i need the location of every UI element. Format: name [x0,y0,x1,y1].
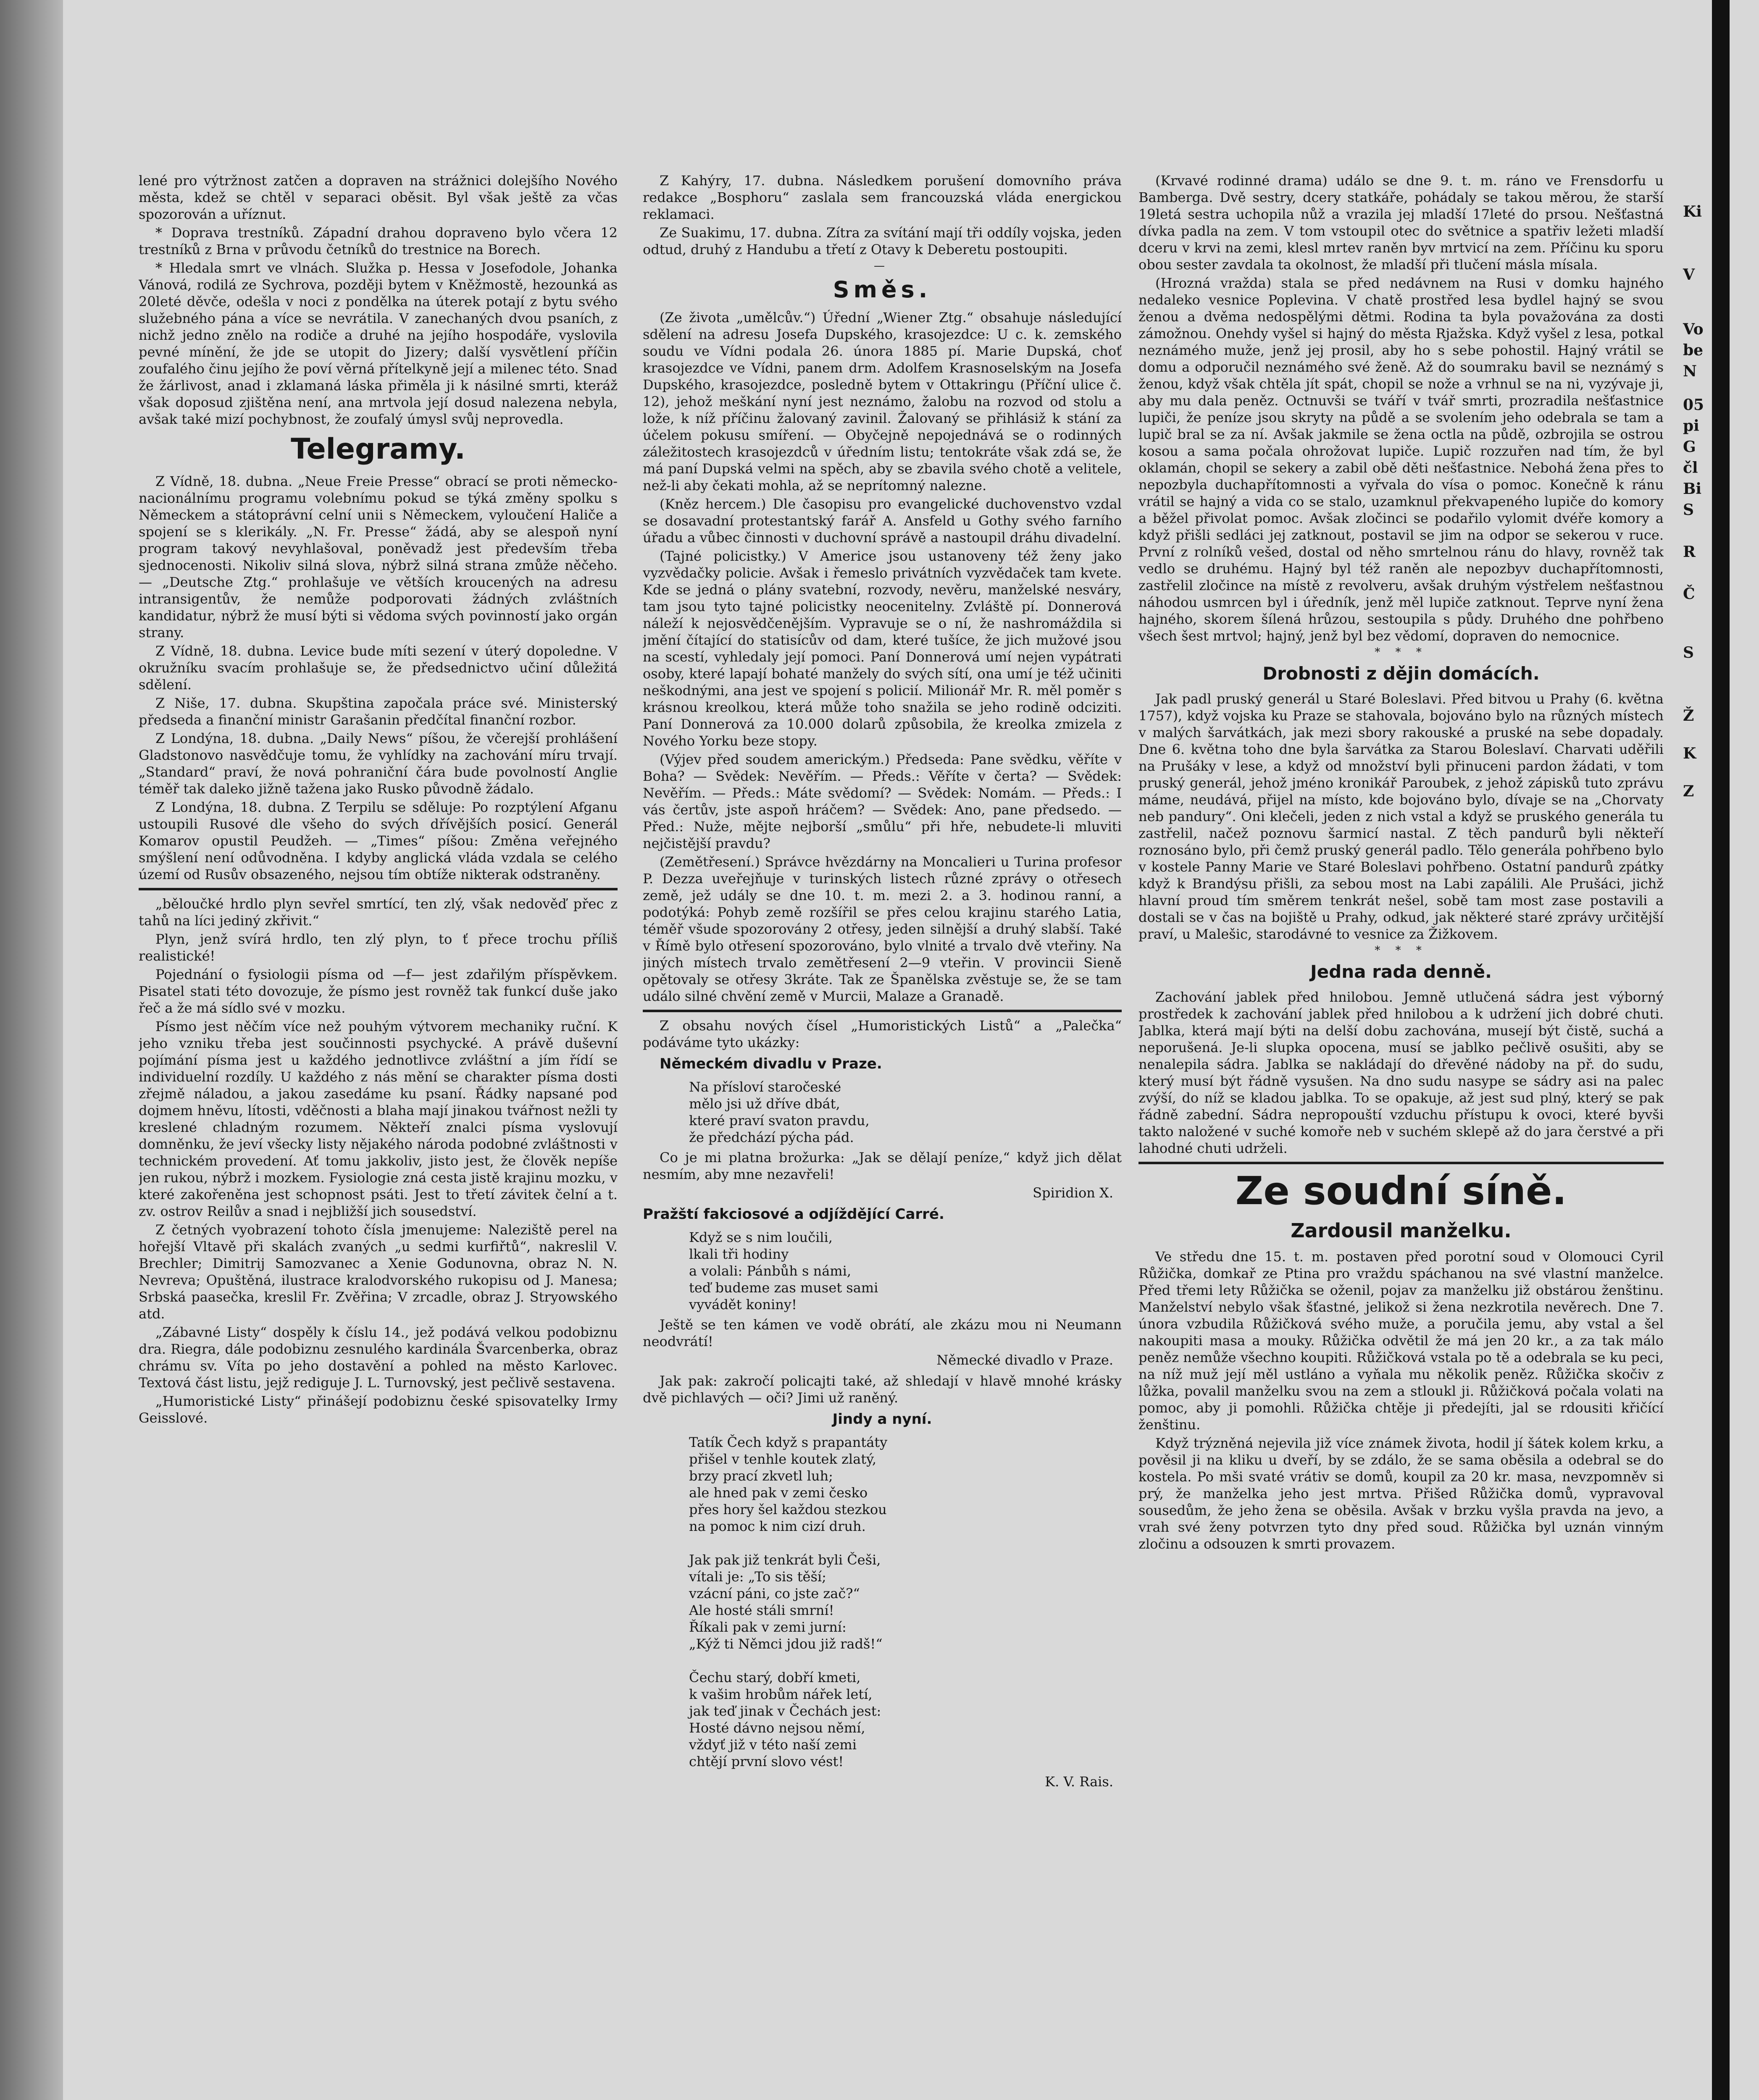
section-ornament: * * * [1375,944,1428,957]
telegram-nis: Z Niše, 17. dubna. Skupština započala práce své. Ministerský předseda a finanční ministr Garašanin předčítal finanční rozbor. [139,695,618,728]
smes-vyjev-pred-soudem: (Výjev před soudem americkým.) Předseda: Pane svědku, věříte v Boha? — Svědek: Nevěřím. — Předs.: Věříte v čerta? — Svědek: Nevěřím. — Předs.: Máte svědomí? — Svědek: Nomám. — Předs.: I vás čertův, jste aspoň hráčem? — Svědek: Ano, pane předsedo. — Před.: Nuže, mějte nejborší „smůlu“ při hře, nebudete-li mluviti nejčistější pravdu? [643,751,1122,851]
article-soud-2: Když trýzněná nejevila již více známek života, hodil jí šátek kolem krku, a pověsil ji na kliku u dveří, by se zdálo, že se sama oběsila a odebral se do kostela. Po mši svaté vrátiv se domů, koupil za 20 kr. masa, nevzpomněv si prý, že manželka jeho jest mrtva. Přišed Růžička domů, vypravoval sousedům, že jeho žena se oběsila. Avšak v brzku vyšla pravda na jevo, a vrah své ženy potvrzen tyto dny před soud. Růžička byl uznán vinným zločinu a odsouzen k smrti provazem. [1138,1435,1664,1552]
verse-line: Tatík Čech když s prapantáty [689,1434,888,1450]
review-plyn: Plyn, jenž svírá hrdlo, ten zlý plyn, to ť přece trochu příliš realistické! [139,931,618,964]
telegram-viden-2: Z Vídně, 18. dubna. Levice bude míti sezení v úterý dopoledne. V okružníku svacím prohlašuje se, že předsednictvo učiní důležitá sdělení. [139,643,618,693]
fragment-text: Č [1683,585,1695,603]
fragment-text: Z [1683,782,1694,800]
verse-line [689,1652,1122,1669]
binding-gutter [0,0,63,2100]
fragment-text: V [1683,266,1695,284]
verse-line: brzy prací zkvetl luh; [689,1468,833,1484]
review-quote: „běloučké hrdlo plyn sevřel smrtící, ten zlý, však nedověď přec z tahů na líci jediný zkřivit.“ [139,896,618,929]
verse-line: chtějí první slovo vést! [689,1754,844,1769]
verse-line: mělo jsi už dříve dbát, [689,1096,840,1112]
verse-line: k vašim hrobům nářek letí, [689,1686,873,1702]
section-ornament: * * * [1375,646,1428,659]
verse-line: lkali tři hodiny [689,1246,789,1262]
smes-tajne-policistky: (Tajné policistky.) V Americe jsou ustanoveny též ženy jako vyzvědačky policie. Avšak i řemeslo privátních vyzvědaček tam kvete. Kde se jedná o plány svatební, rozvody, nevěru, manželské nesváry, tam jsou tyto tajné policistky neocenitelny. Zvláště pí. Donnerová náleží k nejosvědčenějším. Vypravuje se o ní, že nashromáždila si jmění čítající do statisícův od dam, které tušíce, že jich mužové jsou na scestí, vyhledaly její pomoci. Paní Donnerová umí nejen vypátrati osoby, které lapají bohaté manžely do svých sítí, ona umí je též učiniti neškodnými, ana jest ve spojení s policií. Milionář Mr. R. měl poměr s krásnou kreolkou, která může toho snažila se jeho rodině odciziti. Paní Donnerová za 10.000 dolarů způsobila, že kreolka zmizela z Nového Yorku beze stopy. [643,548,1122,749]
article-doprava-trestniku: * Doprava trestníků. Západní drahou dopraveno bylo včera 12 trestníků z Brna v průvodu četníků do trestnice na Borech. [139,225,618,257]
heading-smes: Směs. [833,276,932,303]
telegram-suakim: Ze Suakimu, 17. dubna. Zítra za svítání mají tři oddíly vojska, jeden odtud, druhý z Handubu a třetí z Otavy k Deberetu postoupiti. [643,225,1122,257]
smes-knez-hercem: (Kněz hercem.) Dle časopisu pro evangelické duchovenstvo vzdal se dosavadní protestantský farář A. Ansfeld u Gothy svého farního úřadu a vůbec činnosti v duchovní správě a nastoupil dráhu divadelní. [643,496,1122,546]
article-soud-1: Ve středu dne 15. t. m. postaven před porotní soud v Olomouci Cyril Růžička, domkař ze Ptina pro vraždu spáchanou na své vlastní manželce. Před třemi lety Růžička se oženil, pojav za manželku již obstárou ženštinu. Manželství nebylo však šťastné, jelikož si žena nezkrotila nevěrech. Dne 7. února vzbudila Růžičková svého muže, a poručila jemu, aby vstal a šel nakoupiti masa a mouky. Růžička odvětil že má jen 20 kr., a za tak málo peněz nemůže všechno koupiti. Růžičková vstala po tě a odebrala se ku peci, na níž muž její měl ustláno a vyňala mu několik peněz. Růžička skočiv z lůžka, povalil manželku svou na zem a stloukl ji. Růžičková počala volati na pomoc, aby ji pomohli. Růžička chtěje ji předejíti, jal se rdousiti křičící ženštinu. [1138,1249,1664,1433]
verse-line: „Kýž ti Němci jdou již radš!“ [689,1636,883,1652]
fragment-text: 05 [1683,396,1704,414]
article-pruský-general: Jak padl pruský generál u Staré Boleslavi. Před bitvou u Prahy (6. května 1757), když vojska ku Praze se stahovala, bojováno bylo na různých místech v malých šarvátkách, jak mezi sbory rakouské a pruské na sebe dopadaly. Dne 6. května toho dne byla šarvátka za Starou Boleslaví. Charvati uděřili na Prušáky v lese, a když od množství byli přinuceni pardon žádati, v tom pruský generál, jehož jméno kronikář Paroubek, z jehož zápisků tuto zprávu máme, neudává, přijel na místo, kde bojováno bylo, dívaje se na „Chorvaty neb pandury“. Oni klečeli, jeden z nich vstal a když se pruského generála tu zastřelil, načež poznovu šarmicí nastal. Z těch pandurů byli někteří roznosáno bylo, při čemž pruský generál padlo. Tělo generála pohřbeno bylo v kostele Panny Marie ve Staré Boleslavi pohřbeno. Ostatní pandurů zpátky když k Brandýsu přišli, za sebou most na Labi zapálili. Ale Prušáci, jichž hlavní proud tím směrem tenkrát nešel, sobě tam most zase postavili a dostali se v čas na bojiště u Prahy, odkud, jak některé staré zprávy určitější praví, u Malešic, starodávné to vesnice za Žižkovem. [1138,691,1664,942]
scan-edge-shadow [1712,0,1730,2100]
column-3 [1138,172,1664,2079]
review-vyobrazeni: Z četných vyobrazení tohoto čísla jmenujeme: Naleziště perel na hořejší Vltavě při skalách zvaných „u sedmi kurfiřtů“, nakreslil V. Brechler; Dimitrij Samozvanec a Xenie Godunovna, obraz N. N. Nevreva; Opuštěná, ilustrace kralodvorského rukopisu od J. Manesa; Srbská paasečka, kreslil Fr. Zvěřina; V zrcadle, obraz J. Stryowského atd. [139,1222,618,1322]
telegram-viden-1: Z Vídně, 18. dubna. „Neue Freie Presse“ obrací se proti německo-nacionálnímu programu volebnímu pokud se týká změny spolku s Německem a státoprávní celní unii s Německem, vyloučení Haliče a spojení se s klerikály. „N. Fr. Presse“ žádá, aby se alespoň nyní program takový nevyhlašoval, poněvadž jest především třeba sjednocenosti. Nikoliv silná slova, nýbrž silná strana zmůže něčeho. — „Deutsche Ztg.“ prohlašuje ve větších kroucených na adresu intransigentův, že nemůže podporovati žádných zvláštních kandidatur, nýbrž že musí býti si vědoma svých povinností jako orgán strany. [139,473,618,640]
verse-line: jak teď jinak v Čechách jest: [689,1703,881,1719]
review-fysiologie-pisma: Pojednání o fysiologii písma od —f— jest zdařilým příspěvkem. Pisatel stati této dovozuje, že písmo jest rovněž tak funkcí duše jako řeč a že má sídlo své v mozku. [139,966,618,1016]
fragment-text: be [1683,341,1704,359]
verse-line: že předchází pýcha pád. [689,1129,854,1145]
review-pismo: Písmo jest něčím více než pouhým výtvorem mechaniky ruční. K jeho vzniku třeba jest součinnosti psychycké. A právě duševní pojímání písma jest u každého jednotlivce zvláštní a jím řídí se individuelní rozdíly. U každého z nás mění se charakter písma dosti zřejmě náladou, a jakou zasedáme ku psaní. Řádky napsané pod dojmem hněvu, lítosti, vděčnosti a blaha mají jinakou tvářnost nežli ty kreslené chladným rozumem. Někteří znalci písma vyslovují domněnku, že jeví všecky listy nějakého národa podobné zvláštnosti v technickém provedení. Ať tomu jakkoliv, jisto jest, že člověk nepíše jen rukou, nýbrž i mozkem. Fysiologie zná cesta jistě krajinu mozku, v které zakořeněna jest schopnost psáti. Jest to třetí závitek čelní a t. zv. ostrov Reilův a snad i nejbližší jich sousedství. [139,1018,618,1219]
verse-line: na pomoc k nim cizí druh. [689,1518,866,1534]
column-2 [643,172,1122,2100]
humor-policajti: Jak pak: zakročí policajti také, až shledají v hlavě mnohé krásky dvě pichlavých — oči? Jimi už raněný. [643,1373,1122,1406]
poem-1-title: Německém divadlu v Praze. [660,1055,882,1072]
signature-rais: K. V. Rais. [1045,1774,1113,1790]
poem-3-title: Jindy a nyní. [832,1411,932,1428]
fragment-text: G [1683,438,1696,456]
fragment-text: N [1683,362,1697,380]
fragment-text: K [1683,745,1696,762]
fragment-text: Ki [1683,203,1702,220]
verse-line [689,1535,1122,1551]
review-humoristicke-listy: „Humoristické Listy“ přinášejí podobiznu české spisovatelky Irmy Geisslové. [139,1393,618,1426]
telegram-kahyra: Z Kahýry, 17. dubna. Následkem porušení domovního práva redakce „Bosphoru“ zaslala sem francouzská vláda energickou reklamaci. [643,173,1122,222]
fragment-text: Vo [1683,320,1704,338]
article-hledala-smrt: * Hledala smrt ve vlnách. Služka p. Hessa v Josefodole, Johanka Vánová, rodilá ze Sychrova, později bytem v Kněžmostě, hezounká as 20leté děvče, odešla v noci z pondělka na úterek potají z bytu svého služebného pána a více se nevrátila. V zanechaných dvou psaních, z nichž jedno znělo na rodiče a druhé na jejího hospodáře, vyslovila pevné mínění, že jde se utopit do Jizery; další vysvětlení příčin zoufalého činu jejího že poví věrná přítelkyně její a milenec této. Snad že žárlivost, anad i zklamaná láska přiměla ji k násilné smrti, kteráž však doposud zjištěna není, ana mrtvola její dosud nalezena nebyla, avšak také mizí pochybnost, že zoufalý úmysl svůj neprovedla. [139,260,618,427]
fragment-text: S [1683,644,1694,662]
humor-brozurka: Co je mi platna brožurka: „Jak se dělají peníze,“ když jich dělat nesmím, aby mne nezavřeli! [643,1150,1122,1182]
signature-nemecke-divadlo: Německé divadlo v Praze. [936,1352,1113,1368]
subheading-zardousil: Zardousil manželku. [1291,1219,1512,1242]
fragment-text: čl [1683,459,1698,477]
verse-line: Když se s nim loučili, [689,1229,833,1245]
verse-line: Říkali pak v zemi jurní: [689,1619,847,1635]
verse-line: které praví svaton pravdu, [689,1113,870,1129]
fragment-text: S [1683,501,1694,519]
smes-zemetreseni: (Zemětřesení.) Správce hvězdárny na Moncalieri u Turina profesor P. Dezza uveřejňuje v turinských listech různé zprávy o otřesech země, jež udály se dne 10. t. m. mezi 2. a 3. hodinou ranní, a podotýká: Pohyb země rozšířil se přes celou krajinu starého Latia, téměř všude spozorovány 2 otřesy, jeden silnější a druhý slabší. Také v Římě bylo otřesení spozorováno, bylo vlnité a trvalo dvě vteřiny. Na jiných místech trvalo zemětřesení 2—9 vteřin. V provincii Sieně opětovaly se otřesy 3kráte. Tak ze Španělska zvěstuje se, že se tam událo silné chvění země v Murcii, Malaze a Granadě. [643,854,1122,1004]
poem-1 [689,1079,1122,1146]
column-1 [139,172,618,2100]
verse-line: vzácní páni, co jste zač?“ [689,1586,860,1601]
smes-ze-zivota-umelcu: (Ze života „umělcův.“) Úřední „Wiener Ztg.“ obsahuje následující sdělení na adresu Josefa Dupského, krasojezdce: U c. k. zemského soudu ve Vídni podala 26. února 1885 pí. Marie Dupská, choť krasojezdce ve Vídni, panem drm. Adolfem Krasnoselským na Josefa Dupského, krasojezdce, posledně bytem v Ottakringu (Příční ulice č. 12), jehož meškání nyní jest neznámo, žalobu na rozvod od stolu a lože, k níž příčinu žalovaný zavinil. Žalovaný se přihlásiž k stání za účelem pokusu smíření. — Obyčejně nepojednává se o rodinných záležitostech krasojezdců v úředním listu; tentokráte však zdá se, že má paní Dupská velmi na spěch, aby se zbavila svého chotě a velitele, než-li aby čekati mohla, až se neprítomný nalezne. [643,310,1122,494]
poem-2 [689,1229,1122,1313]
verse-line: vyvádět koniny! [689,1297,797,1312]
heading-ze-soudni-sine: Ze soudní síně. [1235,1168,1567,1213]
review-zabavne-listy: „Zábavné Listy“ dospěly k číslu 14., jež podává velkou podobiznu dra. Riegra, dále podobiznu zesnulého kardinála Švarcenberka, obraz chrámu sv. Víta po jeho dostavění a pohled na město Karlovec. Textová část listu, jejž rediguje J. L. Turnovský, jest pečlivě sestavena. [139,1324,618,1391]
verse-line: Ale hosté stáli smrní! [689,1602,834,1618]
verse-line: teď budeme zas muset sami [689,1280,878,1296]
telegram-londyn-2: Z Londýna, 18. dubna. Z Terpilu se sděluje: Po rozptýlení Afganu ustoupili Rusové dle všeho do svých dřívějších posicí. Generál Komarov opustil Peudžeh. — „Times“ píšou: Změna veřejného smýšlení není odůvodněna. I kdyby anglická vláda vzdala se celého území od Rusův obsazeného, nejsou tím obtíže nikterak odstraněny. [139,799,618,882]
heading-drobnosti: Drobnosti z dějin domácích. [1262,663,1540,684]
verse-line: Hosté dávno nejsou němí, [689,1720,865,1736]
poem-2-title: Pražští fakciosové a odjíždějící Carré. [643,1206,944,1223]
verse-line: a volali: Pánbůh s námi, [689,1263,852,1279]
verse-line: Jak pak již tenkrát byli Češi, [689,1552,881,1568]
column-divider-rule [643,1010,1122,1012]
verse-line: přes hory šel každou stezkou [689,1502,887,1517]
signature-spiridion: Spiridion X. [1033,1185,1113,1201]
article-hrozna-vrazda: (Hrozná vražda) stala se před nedávnem na Rusi v domku hajného nedaleko vesnice Poplevina. V chatě prostřed lesa bydlel hajný se svou ženou a dvěma nedospělými dětmi. Rodina ta byla považována za dosti zámožnou. Onehdy vyšel si hajný do města Rjažska. Když vyšel z lesa, potkal neznámého muže, jenž jej prosil, aby ho s sebe pohostil. Hajný vrátil se domu a odporučil neznámého své ženě. Až do soumraku bavil se neznámý s ženou, když však chtěla jít spát, chopil se nože a vrhnul se na ni, vyzývaje ji, aby mu dala peněz. Octnuvši se tváří v tvář smrti, prozradila nešťastnice lupiči, že peníze jsou skryty na půdě a se svolením jeho odebrala se tam a lupič bral se za ní. Avšak jakmile se žena octla na půdě, ozbrojila se ostrou kosou a sama počala ohrožovat lupiče. Lupič rozzuřen nad tím, že byl oklamán, chopil se sekery a zabil obě děti nešťastnice. Nebohá žena přes to nepozbyla duchapřítomnosti a vyřvala do vísa o pomoc. Konečně k ránu vrátil se hajný a vida co se stalo, uzamknul překvapeného lupiče do komory a běžel přivolat pomoc. Avšak zločinci se podařilo vylomit dvéře komory a když přišli sedláci jej zatknout, postavil se jim na odpor se sekerou v ruce. První z rolníků vešed, dostal od něho smrtelnou ránu do hlavy, rovněž tak vedlo se druhému. Hajný byl též raněn ale nepozbyv duchapřítomnosti, zastřelil zločince na místě z revolveru, avšak druhým výstřelem nešťastnou náhodou usmrcen byl i úředník, jenž měl lupiče zatknout. Teprve nyní žena hajného, skorem šílená hrůzou, sestoupila s půdy. Druhého dne pohřbeno všech šest mrtvol; hajný, jenž byl bez vědomí, dopraven do nemocnice. [1138,275,1664,644]
fragment-text: R [1683,543,1696,561]
verse-line: Čechu starý, dobří kmeti, [689,1670,861,1685]
humor-kamen: Ještě se ten kámen ve vodě obrátí, ale zkázu mou ni Neumann neodvrátí! [643,1317,1122,1349]
column-divider-rule [139,888,618,890]
telegram-londyn-1: Z Londýna, 18. dubna. „Daily News“ píšou, že včerejší prohlášení Gladstonovo nasvědčuje tomu, že vyhlídky na zachování míru trvají. „Standard“ praví, že nová pohraniční čára bude povolností Anglie téměř tak daleko jižně tažena jako Rusko původně žádalo. [139,730,618,797]
article-krvave-drama: (Krvavé rodinné drama) událo se dne 9. t. m. ráno ve Frensdorfu u Bamberga. Dvě sestry, dcery statkáře, pohádaly se takou měrou, že starší 19letá sestra uchopila nůž a vrazila jej mladší 17leté do prsou. Nešťastná dívka padla na zem. V tom vstoupil otec do světnice a spatřiv ležeti mladší dceru v krvi na zemi, klesl mrtev raněn byv mrtvicí na zem. Příčinu ku sporu obou sester zavdala ta okolnost, že mladší při tlučení másla mísala. [1138,173,1664,273]
fragment-text: Bi [1683,480,1702,498]
heading-jedna-rada: Jedna rada denně. [1310,961,1492,982]
verse-line: přišel v tenhle koutek zlatý, [689,1451,877,1467]
verse-line: Na přísloví staročeské [689,1079,841,1095]
section-divider-rule [1138,1162,1664,1164]
humor-intro: Z obsahu nových čísel „Humoristických Listů“ a „Palečka“ podáváme tyto ukázky: [643,1018,1122,1050]
verse-line: vítali je: „To sis těší; [689,1569,826,1585]
article-strain: lené pro výtržnost zatčen a dopraven na strážnici dolejšího Nového města, kdež se chtěl v separaci oběsit. Byl však ještě za včas spozorován a uříznut. [139,173,618,222]
fragment-text: pi [1683,417,1699,435]
heading-telegramy: Telegramy. [291,433,465,466]
section-ornament: — [874,260,891,272]
verse-line: ale hned pak v zemi česko [689,1485,868,1501]
verse-line: vždyť již v této naší zemi [689,1737,857,1753]
fragment-text: Ž [1683,707,1694,724]
poem-3 [689,1434,1122,1770]
adjacent-page-fragment [1680,0,1712,2100]
article-zachovani-jablek: Zachování jablek před hnilobou. Jemně utlučená sádra jest výborný prostředek k zachování jablek před hnilobou a k udržení jich dobré chuti. Jablka, která mají býti na delší dobu zachována, musejí být čistě, suchá a neporušená. Je-li slupka opocena, musí se jablko pečlivě osušiti, aby se nenalepila sádra. Jablka se nakládají do dřevěné nádoby na př. do sudu, který musí být řádně vysušen. Na dno sudu nasype se sádry asi na palec zvýší, do níž se kladou jablka. To se opakuje, až jest sud plný, který se pak řádně zabední. Sádra nepropouští vzduchu přístupu k ovoci, které byvši takto naložené v suché komoře neb v suchém sklepě až do jara čerstvé a při lahodné chuti udrželi. [1138,989,1664,1156]
